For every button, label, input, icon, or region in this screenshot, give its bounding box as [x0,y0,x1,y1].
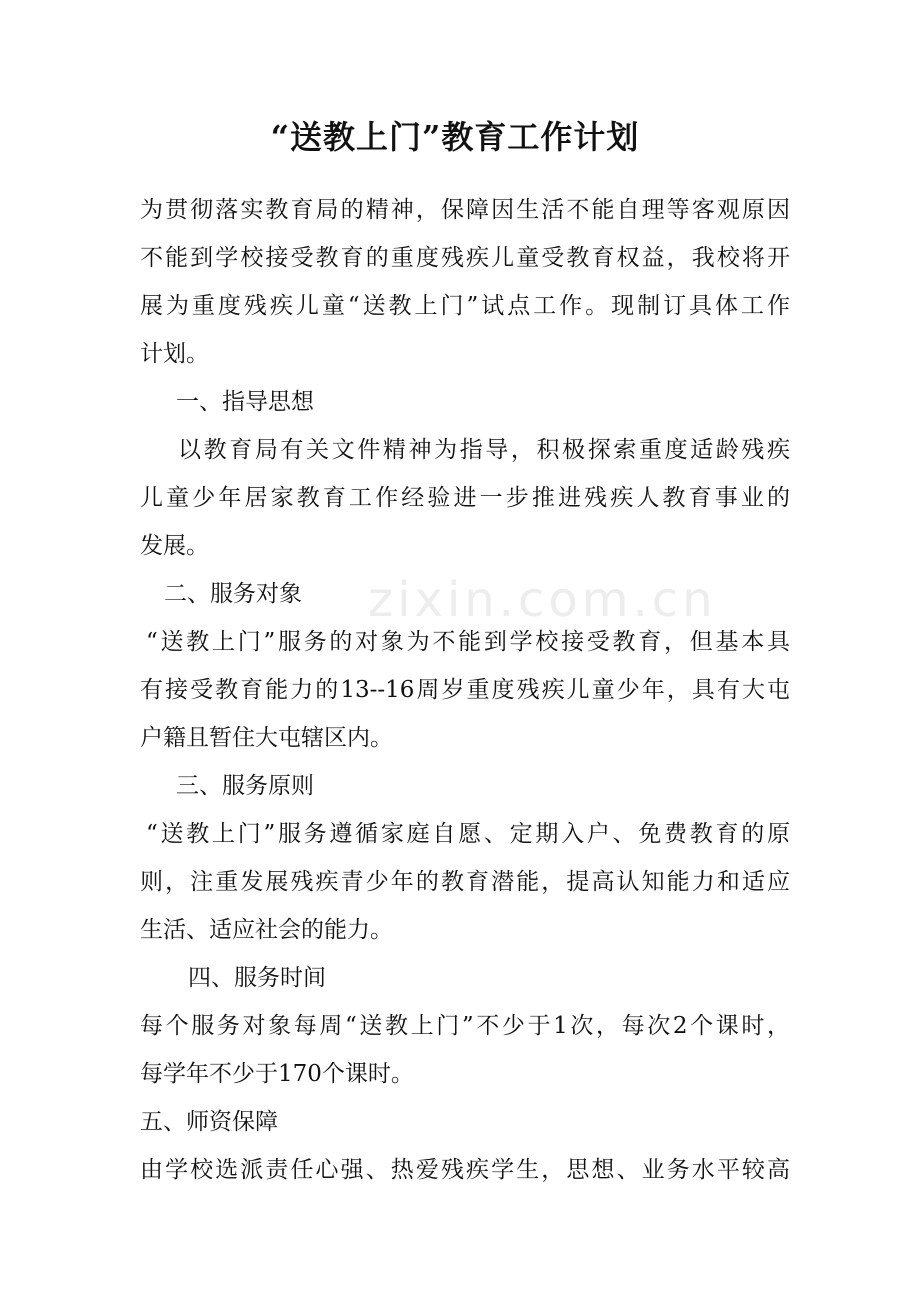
paragraph-line: “送教上门”服务的对象为不能到学校接受教育，但基本具 [146,629,790,655]
watermark: zixin.com.cn [368,572,717,628]
paragraph-line: 生活、适应社会的能力。 [140,917,393,943]
document-title: “送教上门”教育工作计划 [270,118,640,156]
paragraph-line: 儿童少年居家教育工作经验进一步推进残疾人教育事业的 [140,485,790,511]
paragraph-line: 展为重度残疾儿童“送教上门”试点工作。现制订具体工作 [140,293,790,319]
paragraph-line: “送教上门”服务遵循家庭自愿、定期入户、免费教育的原 [146,821,790,847]
paragraph-line: 以教育局有关文件精神为指导，积极探索重度适龄残疾 [178,437,790,463]
paragraph-line: 计划。 [140,341,209,367]
section-heading: 三、服务原则 [176,773,314,799]
paragraph-line: 每学年不少于170个课时。 [140,1061,414,1087]
section-heading: 五、师资保障 [140,1109,278,1135]
paragraph-line: 发展。 [140,533,209,559]
paragraph-line: 每个服务对象每周“送教上门”不少于1次，每次2个课时， [140,1013,790,1039]
paragraph-line: 由学校选派责任心强、热爱残疾学生，思想、业务水平较高 [140,1157,790,1183]
paragraph-line: 不能到学校接受教育的重度残疾儿童受教育权益，我校将开 [140,245,790,271]
section-heading: 一、指导思想 [176,389,314,415]
paragraph-line: 为贯彻落实教育局的精神，保障因生活不能自理等客观原因 [140,197,790,223]
paragraph-line: 户籍且暂住大屯辖区内。 [140,725,393,751]
section-heading: 二、服务对象 [164,581,302,607]
paragraph-line: 有接受教育能力的13--16周岁重度残疾儿童少年，具有大屯 [140,677,790,703]
section-heading: 四、服务时间 [188,965,326,991]
paragraph-line: 则，注重发展残疾青少年的教育潜能，提高认知能力和适应 [140,869,790,895]
